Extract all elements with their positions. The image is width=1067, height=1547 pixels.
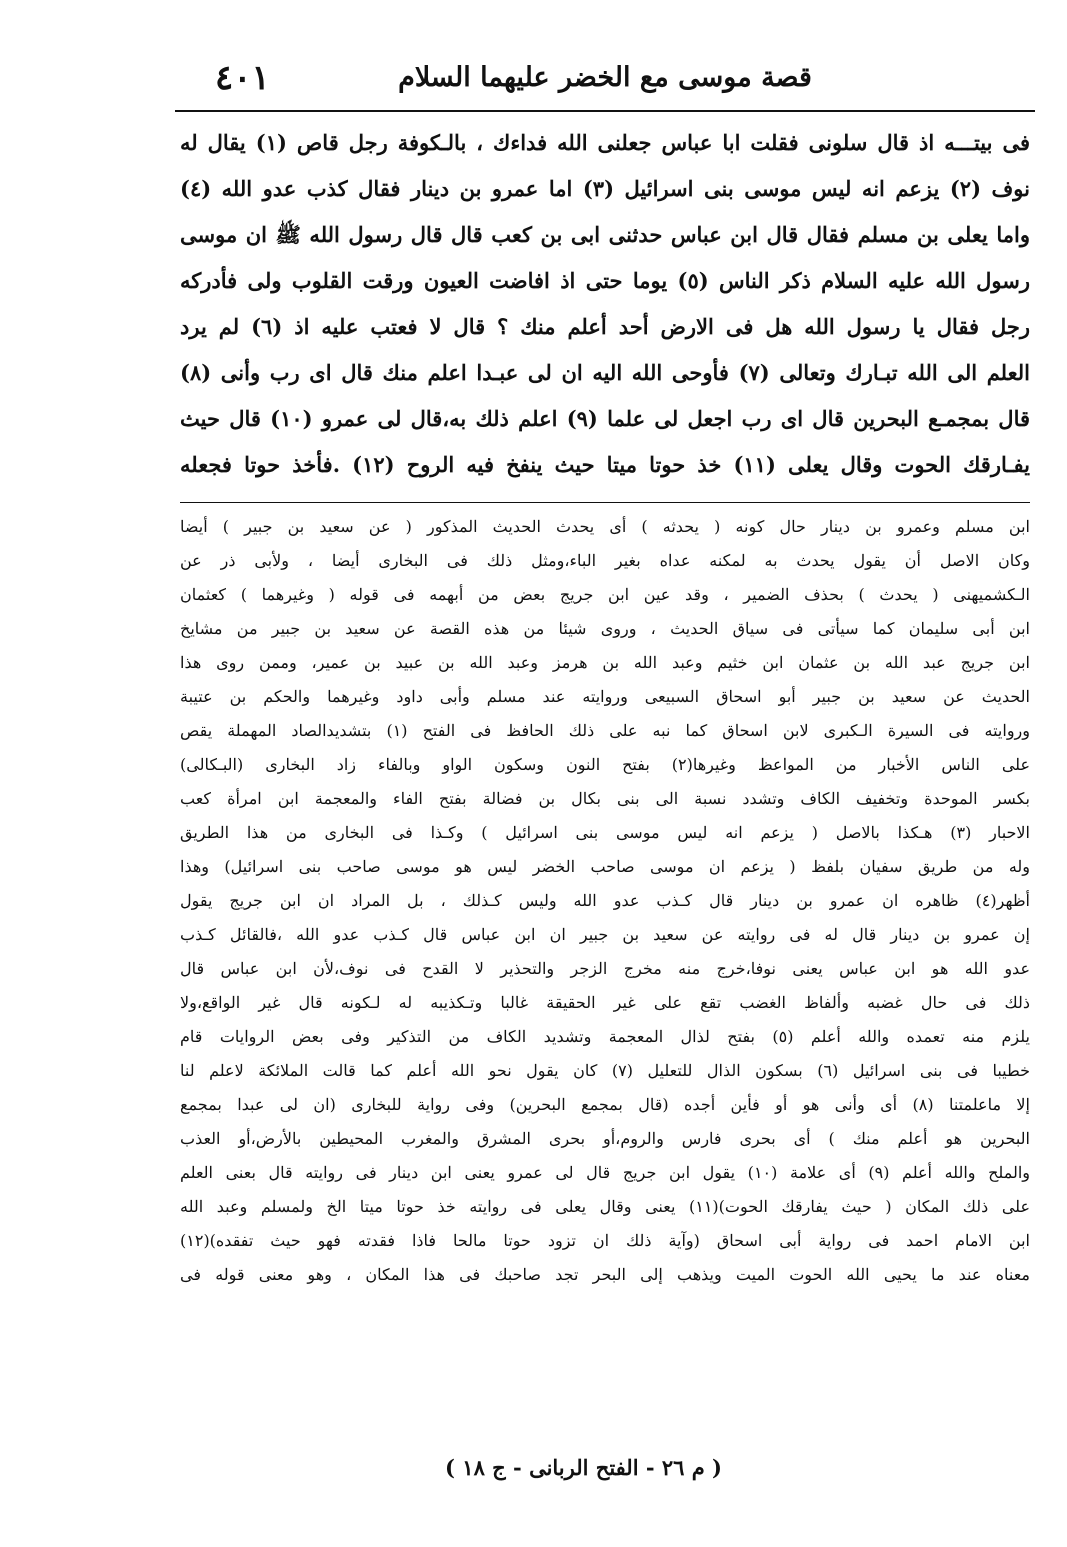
footnote-line: أظهر(٤) ظاهره ان عمرو بن دينار قال كـذب عدو الله وليس كـذلك ، بل المراد ان ابن جريج يقول <box>180 891 1030 910</box>
footnotes-block <box>180 510 1030 1292</box>
footnote-line: والملح والله أعلم (٩) أى علامة (١٠) يقول ابن جريج قال لى عمرو يعنى ابن دينار فى روايته قال بعنى العلم <box>180 1163 1030 1182</box>
footnote-line: إلا ماعلمتنا (٨) أى وأنى هو أو فأين أجده (قال بمجمع البحرين) وفى رواية للبخارى (ان لى عبدا بمجمع <box>180 1095 1030 1114</box>
main-text-line: رسول الله عليه السلام ذكر الناس (٥) يوما حتى اذ افاضت العيون ورقت القلوب ولى فأدركه <box>180 268 1030 293</box>
footnote-line: وروايته فى السيرة الـكبرى لابن اسحاق كما نبه على ذلك الحافظ فى الفتح (١) بتشديدالصاد المهملة يقص <box>180 721 1030 740</box>
footnote-line: وكان الاصل أن يقول يحدث به لمكنه عداه بغير الباء،ومثل ذلك فى البخارى أيضا ، ولأبى ذر عن <box>180 551 1030 570</box>
page-number: ٤٠١ <box>215 58 270 98</box>
footnote-line: البحرين هو أعلم منك ) أى بحرى فارس والروم،أو بحرى المشرق والمغرب المحيطين بالأرض،أو العذب <box>180 1129 1030 1148</box>
main-text-line: نوف (٢) يزعم انه ليس موسى بنى اسرائيل (٣) اما عمرو بن دينار فقال كذب عدو الله (٤) <box>180 176 1030 201</box>
footnote-line: معناه عند ما يحيى الله الحوت الميت ويذهب إلى البحر تجد صاحبك فى هذا المكان ، وهو معنى قوله فى <box>180 1265 1030 1284</box>
footnote-line: على ذلك المكان ( حيث يفارقك الحوت)(١١) يعنى وقال يعلى فى روايته خذ حوتا ميتا الخ ولمسلم وعبد الله <box>180 1197 1030 1216</box>
footnote-line: ابن أبى سليمان كما سيأتى فى سياق الحديث ، وروى شيئا من هذه القصة عن سعيد بن جبير من مشايخ <box>180 619 1030 638</box>
main-text-line: فى بيتـــه اذ قال سلونى فقلت ابا عباس جعلنى الله فداءك ، بالـكوفة رجل قاص (١) يقال له <box>180 130 1030 155</box>
main-text-line: قال بمجمـع البحرين قال اى رب اجعل لى علما (٩) اعلم ذلك به،قال لى عمرو (١٠) قال حيث <box>180 406 1030 431</box>
main-text-line: العلم الى الله تبـارك وتعالى (٧) فأوحى الله اليه ان لى عبـدا اعلم منك قال اى رب وأنى (٨) <box>180 360 1030 385</box>
footnote-divider <box>180 502 1030 503</box>
footnote-line: الحديث عن سعيد بن جبير أبو اسحاق السبيعى وروايته عند مسلم وأبى داود وغيرهما والحكم بن عتيبة <box>180 687 1030 706</box>
page-title: قصة موسى مع الخضر عليهما السلام <box>398 62 812 93</box>
footnote-line: إن عمرو بن دينار قال له فى روايته عن سعيد بن جبير ان ابن عباس قال كـذب عدو الله ،فالقائل كـذب <box>180 925 1030 944</box>
footnote-line: ابن الامام احمد فى رواية أبى اسحاق (وآية ذلك ان تزود حوتا مالحا فاذا فقدته فهو حيث تفقده)(١٢) <box>180 1231 1030 1250</box>
footnote-line: يلزم منه تعمده والله أعلم (٥) بفتح لذال المعجمة وتشديد الكاف من التذكير وفى بعض الروايات قام <box>180 1027 1030 1046</box>
footnote-line: الاحبار (٣) هـكذا بالاصل ( يزعم انه ليس موسى بنى اسرائيل ) وكـذا فى البخارى من هذا الطريق <box>180 823 1030 842</box>
footnote-line: بكسر الموحدة وتخفيف الكاف وتشدد نسبة الى بنى بكال بن فضالة بفتح الفاء والمعجمة ابن امرأة كعب <box>180 789 1030 808</box>
page-header <box>175 58 1035 110</box>
footnote-line: ذلك فى حال غضبه وألفاظ الغضب تقع على غير الحقيقة غالبا وتـكذيبه له لـكونه قال غير الواقع،ولا <box>180 993 1030 1012</box>
footnote-line: على الناس الأخبار من المواعظ وغيرها(٢) بفتح النون وسكون الواو وبالفاء زاد البخارى (البـكالى) <box>180 755 1030 774</box>
signature-mark: ( م ٢٦ - الفتح الربانى - ج ١٨ ) <box>445 1455 722 1480</box>
footnote-line: ابن جريج عبد الله بن عثمان ابن خثيم وعبد الله بن هرمز وعبد الله بن عبيد بن عمير، وممن روى هذا <box>180 653 1030 672</box>
main-text-line: واما يعلى بن مسلم فقال قال ابن عباس حدثنى ابى بن كعب قال قال رسول الله ﷺ ان موسى <box>180 222 1030 247</box>
header-rule <box>175 110 1035 112</box>
main-text-block <box>180 120 1030 488</box>
footnote-line: وله من طريق سفيان بلفظ ( يزعم ان موسى صاحب الخضر ليس هو موسى صاحب بنى اسرائيل) وهذا <box>180 857 1030 876</box>
main-text-line: يفـارقك الحوت وقال يعلى (١١) خذ حوتا ميتا حيث ينفخ فيه الروح (١٢) .فأخذ حوتا فجعله <box>180 452 1030 477</box>
main-text-line: رجل فقال يا رسول الله هل فى الارض أحد أعلم منك ؟ قال لا فعتب عليه اذ (٦) لم يرد <box>180 314 1030 339</box>
footnote-line: الـكشميهنى ( يحدث ) بحذف الضمير ، وقد عين ابن جريج بعض من أبهمه فى قوله ( وغيرهما ) كعثمان <box>180 585 1030 604</box>
footnote-line: ابن مسلم وعمرو بن دينار حال كونه ( يحدثه ) أى يحدث الحديث المذكور ( عن سعيد بن جبير ) أيضا <box>180 517 1030 536</box>
footnote-line: خطيبا فى بنى اسرائيل (٦) بسكون الذال للتعليل (٧) كان يقول نحو الله أعلم كما قالت الملائكة لاعلم لنا <box>180 1061 1030 1080</box>
footnote-line: عدو الله هو ابن عباس يعنى نوفا،خرج منه مخرج الزجر والتحذير لا القدح فى نوف،لأن ابن عباس قال <box>180 959 1030 978</box>
